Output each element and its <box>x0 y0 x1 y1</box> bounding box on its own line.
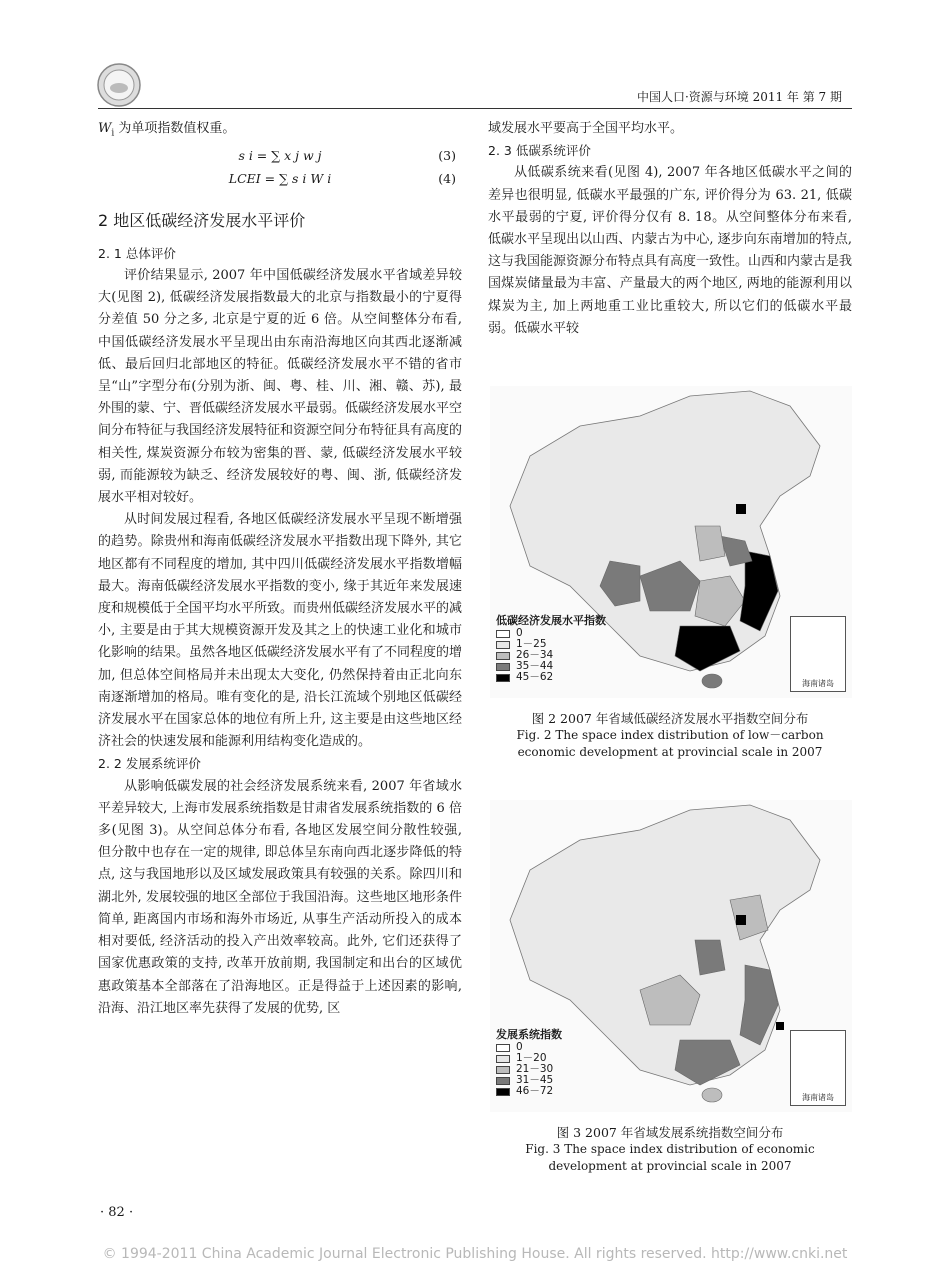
legend-row: 1－25 <box>496 639 606 650</box>
legend-row: 35－44 <box>496 661 606 672</box>
legend-row: 0 <box>496 628 606 639</box>
journal-header: 中国人口·资源与环境 2011 年 第 7 期 <box>636 90 842 104</box>
legend-row: 46－72 <box>496 1086 562 1097</box>
copyright-footer: © 1994-2011 China Academic Journal Electronic Publishing House. All rights reserved. http://www.cnki.net <box>102 1246 848 1262</box>
legend-row: 1－20 <box>496 1053 562 1064</box>
equation-4: LCEI = ∑ s i W i (4) <box>228 170 456 186</box>
right-column <box>488 118 852 340</box>
subsection-2-2: 2. 2 发展系统评价 <box>98 756 201 772</box>
paragraph-continuation: 域发展水平要高于全国平均水平。 <box>488 121 684 136</box>
legend-row: 0 <box>496 1042 562 1053</box>
journal-logo <box>96 62 142 108</box>
weight-definition: $W_i$ 为单项指数值权重。 <box>98 121 236 139</box>
header-rule <box>98 108 852 109</box>
figure-3-map <box>490 800 852 1112</box>
left-column <box>98 118 462 1020</box>
paragraph-development: 从影响低碳发展的社会经济发展系统来看, 2007 年省域水平差异较大, 上海市发展系统指数是甘肃省发展系统指数的 6 倍多(见图 3)。从空间总体分布看, 各地区发展空间分散性较强, 但分散中也存在一定的规律, 即总体呈东南向西北逐步降低的特点, 这与我国地形以及区域发展政策具有较强的关系。除四川和湖北外, 发展较强的地区全部位于我国沿海。这些地区地形条件简单, 距离国内市场和海外市场近, 从事生产活动所投入的成本相对要低, 经济活动的投入产出效率较高。此外, 它们还获得了国家优惠政策的支持, 改革开放前期, 我国制定和出台的区域优惠政策基本全部落在了沿海地区。正是得益于上述因素的影响, 沿海、沿江地区率先获得了发展的优势, 区 <box>98 778 462 1016</box>
south-sea-inset: 海南诸岛 <box>790 616 846 692</box>
beijing-marker <box>736 504 746 514</box>
paragraph-lowcarbon: 从低碳系统来看(见图 4), 2007 年各地区低碳水平之间的差异也很明显, 低碳水平最强的广东, 评价得分为 63. 21, 低碳水平最弱的宁夏, 评价得分仅有 8. 18。从空间整体分布来看, 低碳水平呈现出以山西、内蒙古为中心, 逐步向东南增加的特点, 这与我国能源资源分布特点具有高度一致性。山西和内蒙古是我国煤炭储量最为丰富、产量最大的两个地区, 两地的能源利用以煤炭为主, 加上两地重工业比重较大, 所以它们的低碳水平最弱。低碳水平较 <box>488 165 853 336</box>
subsection-2-3: 2. 3 低碳系统评价 <box>488 143 591 159</box>
figure-2-map <box>490 386 852 698</box>
paragraph-temporal: 从时间发展过程看, 各地区低碳经济发展水平呈现不断增强的趋势。除贵州和海南低碳经济发展水平指数出现下降外, 其它地区都有不同程度的增加, 其中四川低碳经济发展水平指数增幅最大。海南低碳经济发展水平指数的变小, 缘于其近年来发展速度和规模低于全国平均水平所致。而贵州低碳经济发展水平的减小, 主要是由于其大规模资源开发及其之上的快速工业化和城市化影响的结果。虽然各地区低碳经济发展水平有了不同程度的增加, 但总体空间格局并未出现太大变化, 仍然保持着由正北向东南逐渐增加的格局。唯有变化的是, 沿长江流域个别地区低碳经济发展水平在国家总体的地位有所上升, 这主要是由这些地区经济社会的快速发展和能源利用结构变化造成的。 <box>98 512 463 750</box>
legend-title: 发展系统指数 <box>496 1028 562 1041</box>
legend-row: 31－45 <box>496 1075 562 1086</box>
figure-2-legend <box>496 612 606 683</box>
paragraph-overall: 评价结果显示, 2007 年中国低碳经济发展水平省域差异较大(见图 2), 低碳经济发展指数最大的北京与指数最小的宁夏得分差值 50 分之多, 北京是宁夏的近 6 倍。从空间整体分布看, 中国低碳经济发展水平呈现出由东南沿海地区向其西北逐渐减低、最后回归北部地区的特征。低碳经济发展水平不错的省市呈“山”字型分布(分别为浙、闽、粤、桂、川、湘、赣、苏), 最外围的蒙、宁、晋低碳经济发展水平最弱。低碳经济发展水平空间分布特征与我国经济发展特征和资源空间分布特征具有高度的相关性, 煤炭资源分布较为密集的晋、蒙, 低碳经济发展水平较弱, 而能源较为缺乏、经济发展较好的粤、闽、浙, 低碳经济发展水平相对较好。 <box>98 268 463 506</box>
equation-3: s i = ∑ x j w j (3) <box>238 147 456 163</box>
shanghai-marker <box>776 1022 784 1030</box>
south-sea-inset: 海南诸岛 <box>790 1030 846 1106</box>
legend-row: 26－34 <box>496 650 606 661</box>
page-number: · 82 · <box>100 1205 134 1220</box>
legend-row: 45－62 <box>496 672 606 683</box>
figure-3-legend <box>496 1026 562 1097</box>
figure-3-caption: 图 3 2007 年省域发展系统指数空间分布 Fig. 3 The space index distribution of economic development at provincial scale in 2007 <box>525 1125 815 1173</box>
subsection-2-1: 2. 1 总体评价 <box>98 245 176 261</box>
legend-title: 低碳经济发展水平指数 <box>496 614 606 627</box>
beijing-marker <box>736 915 746 925</box>
legend-row: 21－30 <box>496 1064 562 1075</box>
figure-2-caption: 图 2 2007 年省域低碳经济发展水平指数空间分布 Fig. 2 The space index distribution of low－carbon economic development at provincial scale in 2007 <box>516 711 824 759</box>
section-2-heading: 2 地区低碳经济发展水平评价 <box>98 210 306 230</box>
